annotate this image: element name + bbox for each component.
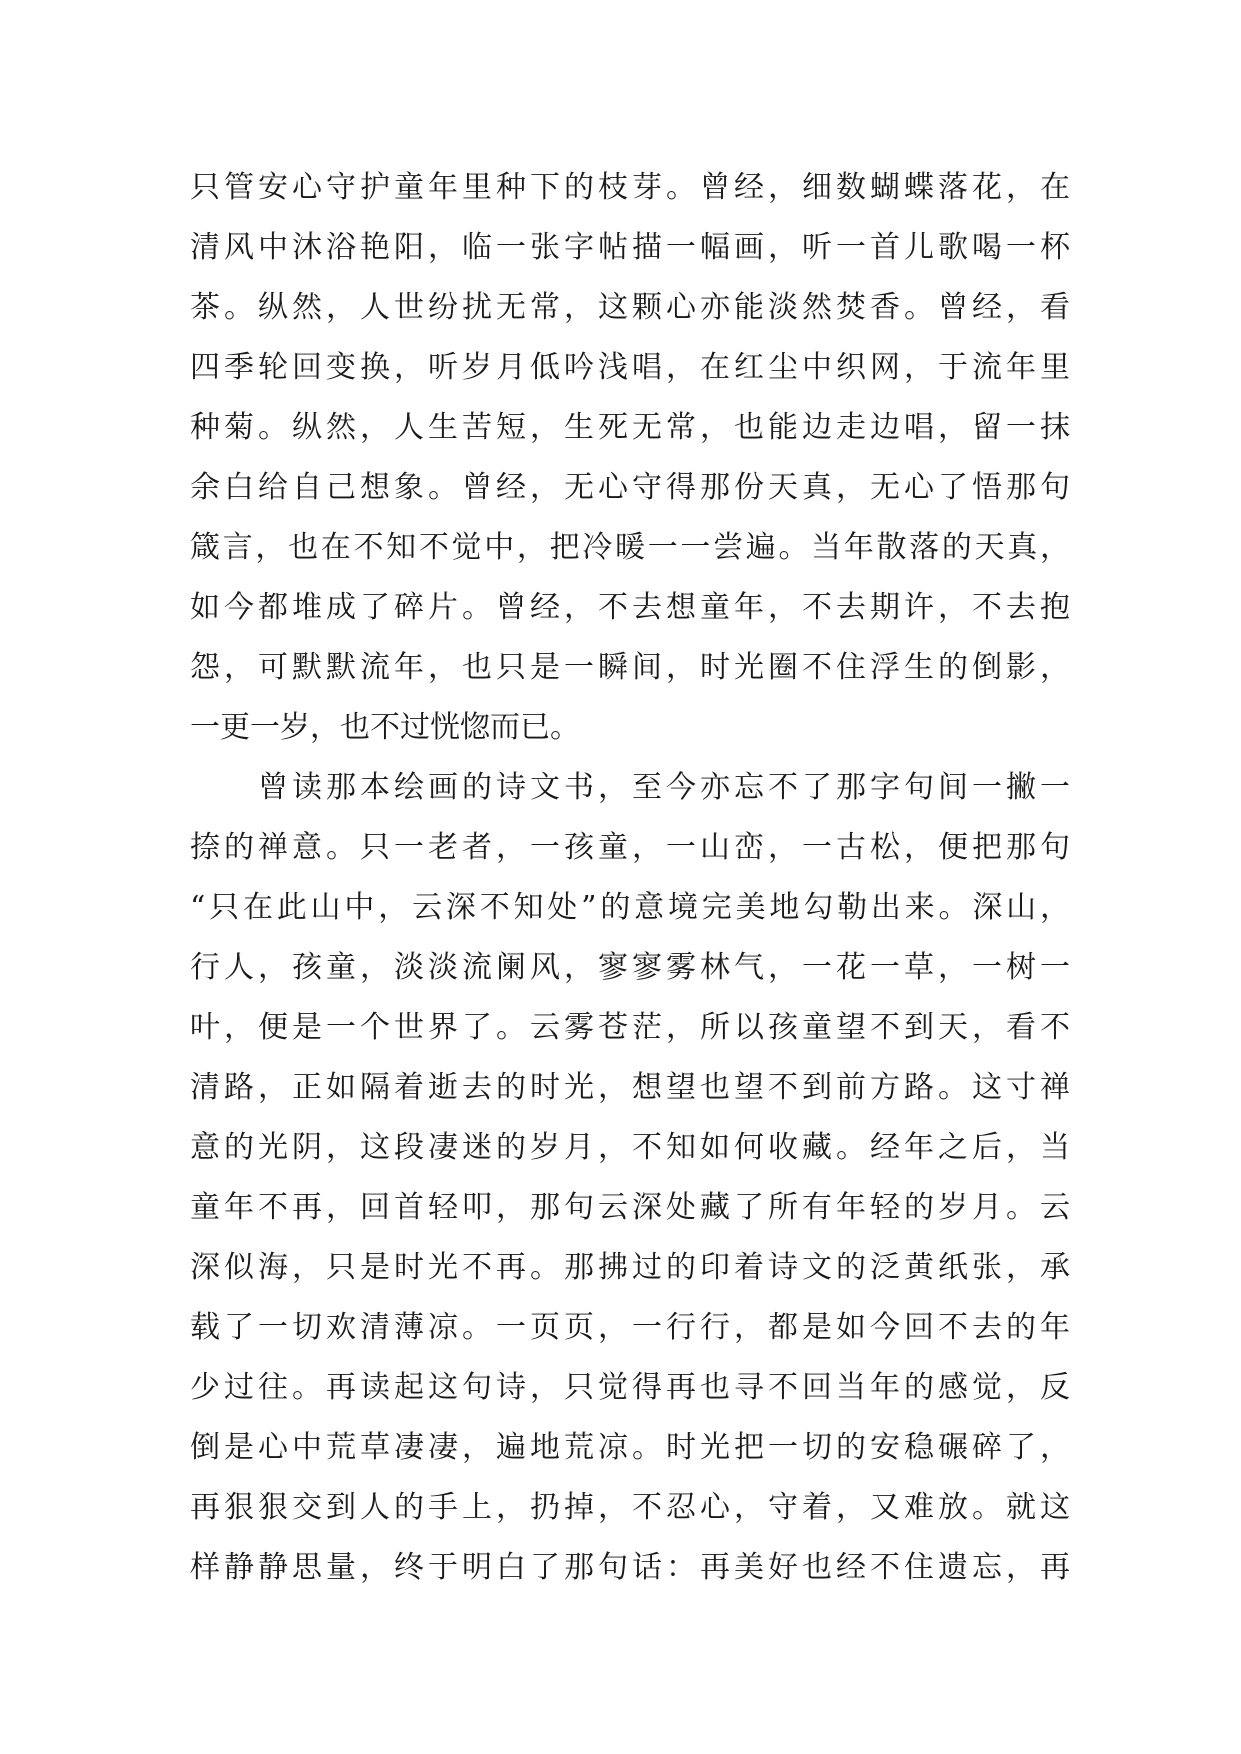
document-body — [190, 158, 1070, 1598]
text-line: 种菊。纵然，人生苦短，生死无常，也能边走边唱，留一抹 — [190, 410, 1070, 445]
text-line: 曾读那本绘画的诗文书，至今亦忘不了那字句间一撇一 — [258, 770, 1070, 805]
text-line: 怨，可默默流年，也只是一瞬间，时光圈不住浮生的倒影， — [190, 650, 1070, 685]
text-line: 只管安心守护童年里种下的枝芽。曾经，细数蝴蝶落花，在 — [190, 170, 1070, 205]
text-line: 再狠狠交到人的手上，扔掉，不忍心，守着，又难放。就这 — [190, 1490, 1070, 1525]
text-line: 如今都堆成了碎片。曾经，不去想童年，不去期许，不去抱 — [190, 590, 1070, 625]
paragraph-1 — [190, 158, 1070, 758]
text-line: 清风中沐浴艳阳，临一张字帖描一幅画，听一首儿歌喝一杯 — [190, 230, 1070, 265]
text-line: 深似海，只是时光不再。那拂过的印着诗文的泛黄纸张，承 — [190, 1250, 1070, 1285]
text-line: “只在此山中，云深不知处”的意境完美地勾勒出来。深山， — [190, 890, 1070, 925]
text-line: 童年不再，回首轻叩，那句云深处藏了所有年轻的岁月。云 — [190, 1190, 1070, 1225]
text-line: 箴言，也在不知不觉中，把冷暖一一尝遍。当年散落的天真， — [190, 530, 1070, 565]
text-line: 四季轮回变换，听岁月低吟浅唱，在红尘中织网，于流年里 — [190, 350, 1070, 385]
text-line: 样静静思量，终于明白了那句话：再美好也经不住遗忘，再 — [190, 1550, 1070, 1585]
text-line: 捺的禅意。只一老者，一孩童，一山峦，一古松，便把那句 — [190, 830, 1070, 865]
text-line: 叶，便是一个世界了。云雾苍茫，所以孩童望不到天，看不 — [190, 1010, 1070, 1045]
paragraph-2 — [190, 758, 1070, 1598]
text-line: 少过往。再读起这句诗，只觉得再也寻不回当年的感觉，反 — [190, 1370, 1070, 1405]
text-line: 行人，孩童，淡淡流阑风，寥寥雾林气，一花一草，一树一 — [190, 950, 1070, 985]
text-line: 倒是心中荒草凄凄，遍地荒凉。时光把一切的安稳碾碎了， — [190, 1430, 1070, 1465]
text-line: 茶。纵然，人世纷扰无常，这颗心亦能淡然焚香。曾经，看 — [190, 290, 1070, 325]
text-line: 清路，正如隔着逝去的时光，想望也望不到前方路。这寸禅 — [190, 1070, 1070, 1105]
text-line: 载了一切欢清薄凉。一页页，一行行，都是如今回不去的年 — [190, 1310, 1070, 1345]
text-line: 意的光阴，这段凄迷的岁月，不知如何收藏。经年之后，当 — [190, 1130, 1070, 1165]
text-line: 一更一岁，也不过恍惚而已。 — [190, 710, 580, 745]
text-line: 余白给自己想象。曾经，无心守得那份天真，无心了悟那句 — [190, 470, 1070, 505]
